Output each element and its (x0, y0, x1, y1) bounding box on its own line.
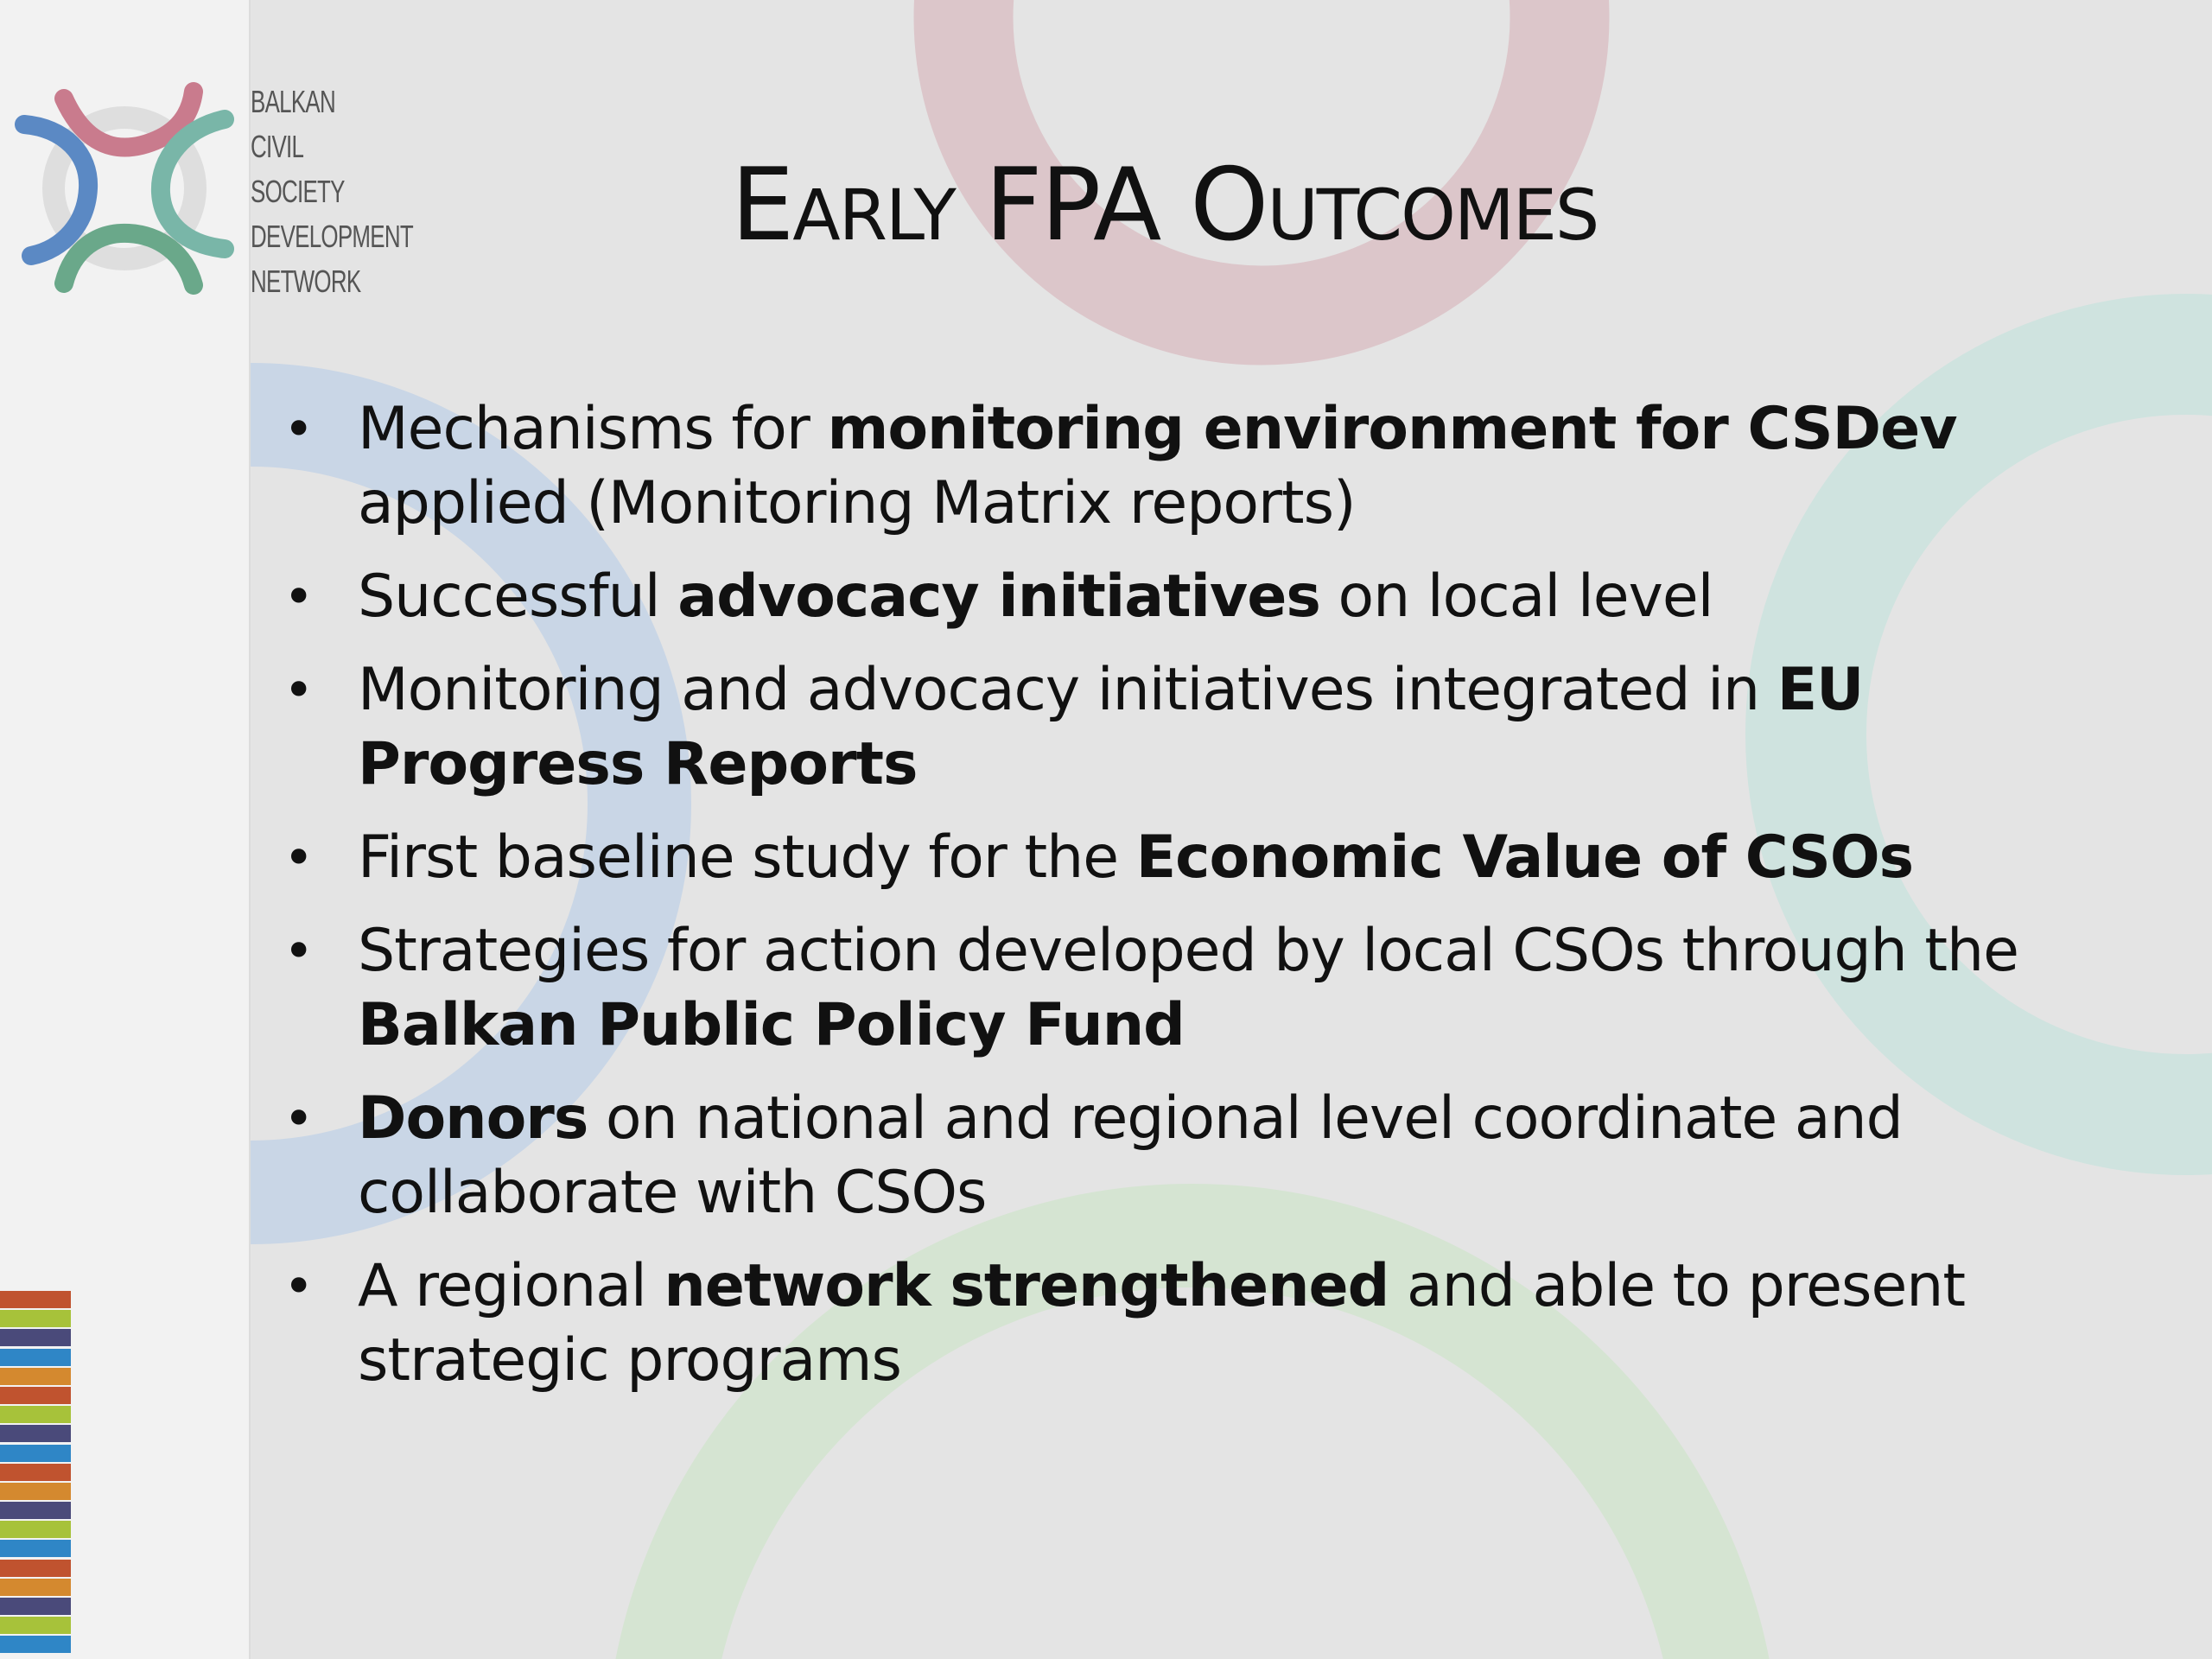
bullet-text-bold: Economic Value of CSOs (1135, 823, 1914, 892)
bullet-text: Strategies for action developed by local CSOs through the (358, 917, 2018, 985)
bullet-text: Monitoring and advocacy initiatives integrated in (358, 656, 1777, 724)
color-stripe (0, 1560, 71, 1577)
color-stripe (0, 1502, 71, 1519)
color-stripe (0, 1540, 71, 1557)
color-stripe (0, 1617, 71, 1634)
logo-line-4: DEVELOPMENT (251, 219, 413, 254)
color-stripe (0, 1521, 71, 1538)
color-stripe (0, 1291, 71, 1308)
color-stripe (0, 1310, 71, 1327)
color-stripe (0, 1445, 71, 1462)
color-stripe (0, 1349, 71, 1366)
bullet-dot-icon: • (283, 660, 314, 721)
bullet-item (268, 914, 2031, 1063)
bullet-text-bold: monitoring environment for CSDev (827, 395, 1957, 463)
color-stripe (0, 1636, 71, 1653)
logo-line-2: CIVIL (251, 129, 304, 164)
bullet-text: on local level (1319, 563, 1713, 631)
bullet-text-bold: Balkan Public Policy Fund (358, 991, 1185, 1059)
bcsdn-logo-mark-icon (12, 76, 237, 301)
bullet-item (268, 1249, 2031, 1398)
bullet-text: Mechanisms for (358, 395, 828, 463)
bullet-list (268, 392, 2031, 1417)
color-stripe (0, 1406, 71, 1423)
bullet-dot-icon: • (283, 1256, 314, 1317)
logo-line-5: NETWORK (251, 264, 361, 299)
bullet-item (268, 821, 2031, 895)
bullet-text-bold: advocacy initiatives (677, 563, 1320, 631)
color-stripe (0, 1598, 71, 1615)
color-stripe (0, 1464, 71, 1481)
bullet-text: and able to present strategic programs (358, 1252, 1966, 1395)
bullet-dot-icon: • (283, 567, 314, 627)
bullet-item (268, 392, 2031, 541)
bullet-text: A regional (358, 1252, 664, 1320)
bullet-text: Successful (358, 563, 678, 631)
color-stripe (0, 1368, 71, 1385)
bullet-item (268, 1082, 2031, 1230)
bullet-text: First baseline study for the (358, 823, 1136, 892)
logo-line-1: BALKAN (251, 84, 335, 119)
color-stripe (0, 1329, 71, 1346)
color-stripes-decoration (0, 1291, 71, 1659)
color-stripe (0, 1387, 71, 1404)
color-stripe (0, 1579, 71, 1596)
bullet-text-bold: EU Progress Reports (358, 656, 1864, 798)
bullet-item (268, 560, 2031, 634)
bullet-item (268, 653, 2031, 802)
bullet-text-bold: Donors (358, 1084, 588, 1153)
bullet-text-bold: network strengthened (664, 1252, 1389, 1320)
slide-title: Early FPA Outcomes (731, 147, 1599, 264)
bullet-dot-icon: • (283, 921, 314, 982)
logo-wordmark (251, 79, 413, 304)
bullet-text: applied (Monitoring Matrix reports) (358, 469, 1356, 537)
color-stripe (0, 1425, 71, 1442)
bullet-dot-icon: • (283, 1089, 314, 1149)
bullet-dot-icon: • (283, 828, 314, 888)
left-sidebar-panel (0, 0, 251, 1659)
logo-line-3: SOCIETY (251, 174, 345, 209)
bullet-dot-icon: • (283, 399, 314, 460)
bullet-text: on national and regional level coordinate and collaborate with CSOs (358, 1084, 1903, 1227)
color-stripe (0, 1483, 71, 1500)
